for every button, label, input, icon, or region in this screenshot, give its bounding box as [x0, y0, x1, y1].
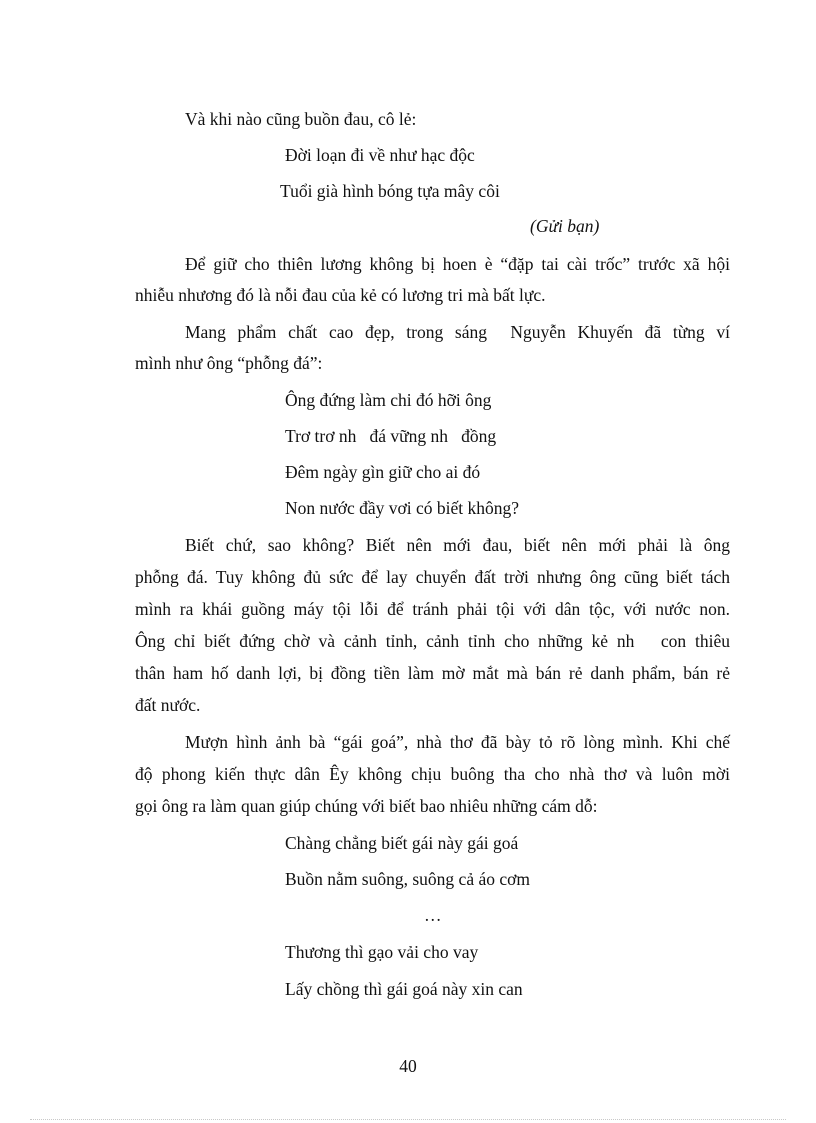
para2-line-2: mình như ông “phỗng đá”:: [135, 353, 323, 373]
poem3-line-2: Buồn nằm suông, suông cả áo cơm: [285, 869, 530, 889]
para3-line-2: phỗng đá. Tuy không đủ sức để lay chuyển đất trời nhưng ông cũng biết tách: [135, 567, 730, 587]
para3-line-5: thân ham hố danh lợi, bị đồng tiền làm mờ mắt mà bán rẻ danh phẩm, bán rẻ: [135, 663, 730, 683]
poem3-line-3: Thương thì gạo vải cho vay: [285, 942, 479, 962]
para3-line-1: Biết chứ, sao không? Biết nên mới đau, biết nên mới phải là ông: [185, 535, 730, 555]
poem1-source: (Gửi bạn): [530, 216, 600, 236]
poem2-line-3: Đêm ngày gìn giữ cho ai đó: [285, 462, 481, 482]
poem2-line-2: Trơ trơ nh đá vững nh đồng: [285, 426, 497, 446]
poem2-line-4: Non nước đầy vơi có biết không?: [285, 498, 520, 518]
intro-line: Và khi nào cũng buồn đau, cô lẻ:: [185, 109, 417, 129]
para1-line-2: nhiễu nhương đó là nỗi đau của kẻ có lương tri mà bất lực.: [135, 285, 546, 305]
para3-line-3: mình ra khái guồng máy tội lỗi để tránh phải tội với dân tộc, với nước non.: [135, 599, 730, 619]
poem1-line-2: Tuổi già hình bóng tựa mây côi: [280, 181, 500, 201]
para4-line-1: Mượn hình ảnh bà “gái goá”, nhà thơ đã bày tỏ rõ lòng mình. Khi chế: [185, 732, 730, 752]
para1-line-1: Để giữ cho thiên lương không bị hoen è “đặp tai cài trốc” trước xã hội: [185, 254, 730, 274]
poem1-line-1: Đời loạn đi về như hạc độc: [285, 145, 475, 165]
para3-line-4: Ông chỉ biết đứng chờ và cảnh tỉnh, cảnh tỉnh cho những kẻ nh con thiêu: [135, 631, 730, 651]
poem3-ellipsis: …: [424, 905, 442, 925]
para4-line-2: độ phong kiến thực dân Êy không chịu buông tha cho nhà thơ và luôn mời: [135, 764, 730, 784]
poem2-line-1: Ông đứng làm chi đó hỡi ông: [285, 390, 492, 410]
para3-line-6: đất nước.: [135, 695, 201, 715]
poem3-line-4: Lấy chồng thì gái goá này xin can: [285, 979, 523, 999]
poem3-line-1: Chàng chẳng biết gái này gái goá: [285, 833, 519, 853]
page-number: 40: [399, 1056, 417, 1076]
para4-line-3: gọi ông ra làm quan giúp chúng với biết bao nhiêu những cám dỗ:: [135, 796, 598, 816]
para2-line-1: Mang phẩm chất cao đẹp, trong sáng Nguyễn Khuyến đã từng ví: [185, 322, 730, 342]
page-bottom-divider: [30, 1119, 786, 1120]
